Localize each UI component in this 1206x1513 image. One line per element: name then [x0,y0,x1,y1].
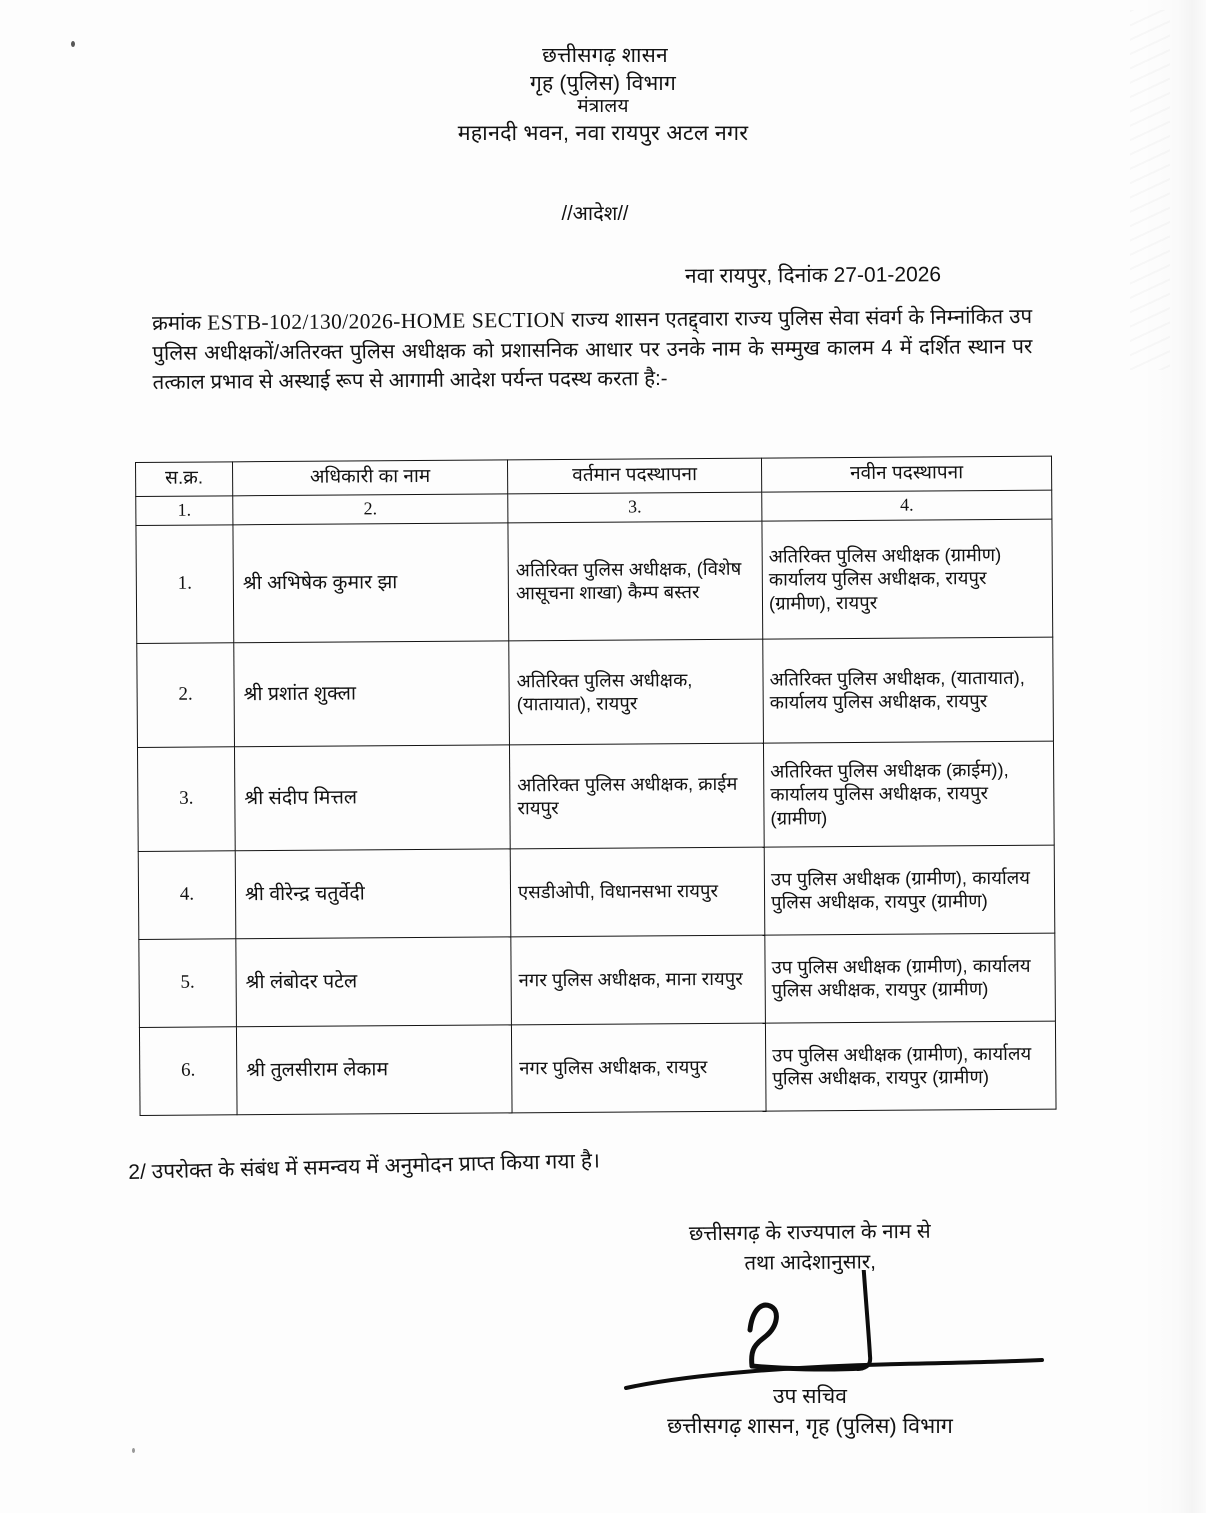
row-officer-name: श्री वीरेन्द्र चतुर्वेदी [235,848,511,938]
document-header [0,42,1206,147]
signatory-department: छत्तीसगढ़ शासन, गृह (पुलिस) विभाग [667,1414,953,1439]
order-marker: //आदेश// [561,203,629,225]
row-new-posting: अतिरिक्त पुलिस अधीक्षक (ग्रामीण) कार्यालय पुलिस अधीक्षक, रायपुर (ग्रामीण), रायपुर [762,519,1053,639]
column-number-1: 1. [136,496,233,525]
row-serial: 6. [139,1026,237,1115]
column-number-4: 4. [762,490,1052,521]
signatory-designation: उप सचिव [773,1385,847,1408]
row-current-posting: अतिरिक्त पुलिस अधीक्षक, (विशेष आसूचना शाखा) कैम्प बस्तर [508,521,763,641]
column-header-current-posting: वर्तमान पदस्थापना [507,458,761,494]
row-current-posting: नगर पुलिस अधीक्षक, माना रायपुर [511,935,766,1025]
table-row [139,1021,1056,1115]
row-serial: 3. [137,746,235,851]
table-row [137,637,1054,747]
row-officer-name: श्री संदीप मित्तल [234,745,510,851]
order-paragraph [152,301,1033,397]
table-row [136,519,1053,643]
table-row [139,933,1056,1027]
by-order-block [630,1216,991,1279]
row-serial: 5. [139,938,237,1027]
table-row [137,741,1054,851]
row-current-posting: अतिरिक्त पुलिस अधीक्षक, (यातायात), रायपुर [509,639,764,745]
row-new-posting: उप पुलिस अधीक्षक (ग्रामीण), कार्यालय पुलिस अधीक्षक, रायपुर (ग्रामीण) [765,1021,1056,1111]
krmank-label: क्रमांक [152,311,202,335]
handwritten-signature-icon [600,1270,1070,1390]
row-officer-name: श्री लंबोदर पटेल [236,936,512,1026]
row-new-posting: अतिरिक्त पुलिस अधीक्षक (क्राईम)), कार्यालय पुलिस अधीक्षक, रायपुर (ग्रामीण) [763,741,1054,847]
header-department: गृह (पुलिस) विभाग [530,71,676,95]
order-paragraph-text: राज्य शासन एतद्द्वारा राज्य पुलिस सेवा संवर्ग के निम्नांकित उप पुलिस अधीक्षकों/अतिरक्त पुलिस अधीक्षक को प्रशासनिक आधार पर उनके नाम के सम्मुख कालम 4 में दर्शित स्थान पर तत्काल प्रभाव से अस्थाई रूप से आगामी आदेश पर्यन्त पदस्थ करता है:- [152,305,1033,394]
row-new-posting: अतिरिक्त पुलिस अधीक्षक, (यातायात), कार्यालय पुलिस अधीक्षक, रायपुर [763,637,1054,743]
row-current-posting: एसडीओपी, विधानसभा रायपुर [510,847,765,937]
row-new-posting: उप पुलिस अधीक्षक (ग्रामीण), कार्यालय पुलिस अधीक्षक, रायपुर (ग्रामीण) [764,845,1055,935]
column-number-3: 3. [508,492,762,522]
header-state-government: छत्तीसगढ़ शासन [542,44,668,67]
header-address: महानदी भवन, नवा रायपुर अटल नगर [457,120,749,145]
column-number-2: 2. [233,494,508,525]
row-serial: 1. [136,524,234,643]
scan-edge-artifact [1142,0,1206,1513]
signatory-block [560,1382,1060,1441]
header-ministry: मंत्रालय [577,96,629,118]
table-row [138,845,1055,939]
signature-block [600,1270,1070,1390]
column-header-serial: स.क्र. [136,462,233,497]
order-number: ESTB-102/130/2026-HOME SECTION [207,307,566,335]
scan-speck-artifact-2 [132,1448,135,1453]
row-current-posting: नगर पुलिस अधीक्षक, रायपुर [511,1023,766,1113]
row-serial: 4. [138,850,236,939]
column-header-officer-name: अधिकारी का नाम [233,460,508,496]
row-new-posting: उप पुलिस अधीक्षक (ग्रामीण), कार्यालय पुलिस अधीक्षक, रायपुर (ग्रामीण) [765,933,1056,1023]
row-officer-name: श्री प्रशांत शुक्ला [234,641,510,747]
by-order-line-1: छत्तीसगढ़ के राज्यपाल के नाम से [688,1219,931,1246]
dateline: नवा रायपुर, दिनांक 27-01-2026 [684,263,942,288]
posting-table-wrapper [135,456,1032,1116]
posting-table [135,456,1057,1116]
by-order-line-2: तथा आदेशानुसार, [744,1250,877,1275]
approval-note: 2/ उपरोक्त के संबंध में समन्वय में अनुमोदन प्राप्त किया गया है। [128,1149,601,1184]
row-officer-name: श्री अभिषेक कुमार झा [233,523,509,643]
column-header-new-posting: नवीन पदस्थापना [761,456,1051,492]
row-current-posting: अतिरिक्त पुलिस अधीक्षक, क्राईम रायपुर [509,743,764,849]
row-officer-name: श्री तुलसीराम लेकाम [236,1024,512,1114]
row-serial: 2. [137,642,235,747]
